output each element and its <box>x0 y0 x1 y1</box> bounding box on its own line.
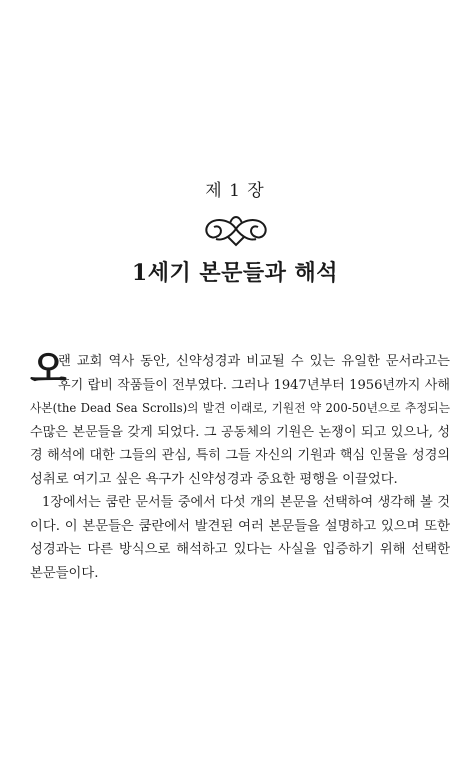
text-line: 수많은 본문들을 갖게 되었다. 그 공동체의 기원은 논쟁이 되고 있으나, 성 <box>30 424 450 440</box>
text-line: 본문들이다. <box>30 565 99 581</box>
chapter-number: 제 1 장 <box>205 181 265 201</box>
body-text <box>30 346 450 585</box>
text-line: 후기 랍비 작품들이 전부였다. 그러나 1947년부터 1956년까지 사해 <box>58 377 450 393</box>
text-line: 성경과는 다른 방식으로 해석하고 있다는 사실을 입증하기 위해 선택한 <box>30 542 450 557</box>
chapter-title: 1세기 본문들과 해석 <box>131 260 339 286</box>
knot-ornament-icon <box>200 211 272 247</box>
text-line: 1장에서는 쿰란 문서들 중에서 다섯 개의 본문을 선택하여 생각해 볼 것 <box>42 495 450 510</box>
text-line: 이다. 이 본문들은 쿰란에서 발견된 여러 본문들을 설명하고 있으며 또한 <box>30 518 450 534</box>
text-line: 경 해석에 대한 그들의 관심, 특히 그들 자신의 기원과 핵심 인물을 성경의 <box>30 448 450 463</box>
text-line: 랜 교회 역사 동안, 신약성경과 비교될 수 있는 유일한 문서라고는 <box>58 354 450 369</box>
text-line: 사본(the Dead Sea Scrolls)의 발견 이래로, 기원전 약 200-50년으로 추정되는 <box>30 401 450 415</box>
text-line: 성취로 여기고 싶은 욕구가 신약성경과 중요한 평행을 이끌었다. <box>30 471 398 487</box>
drop-cap: 오 <box>30 346 67 391</box>
